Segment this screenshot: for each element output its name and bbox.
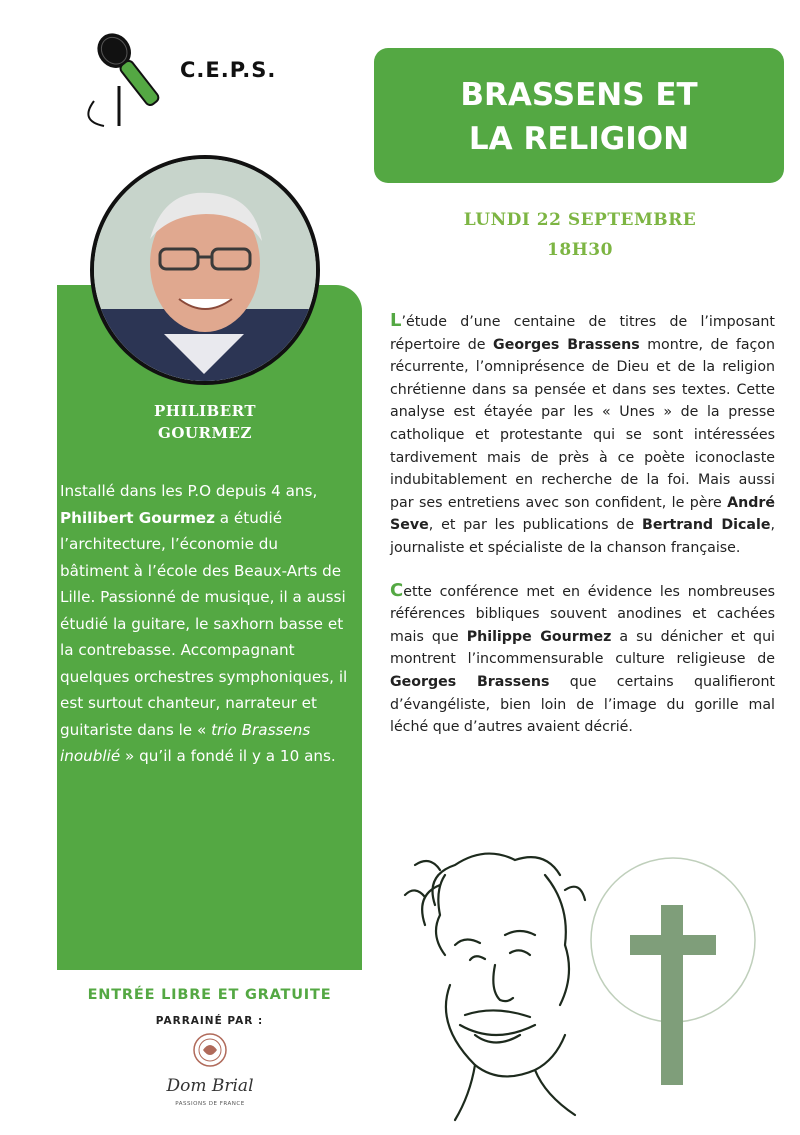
event-day: LUNDI 22 SEPTEMBRE bbox=[463, 210, 697, 230]
speaker-name: PHILIBERT GOURMEZ bbox=[153, 402, 256, 442]
sponsor-subtitle: PASSIONS DE FRANCE bbox=[175, 1101, 245, 1107]
sponsor-name: Dom Brial bbox=[166, 1076, 254, 1096]
event-date bbox=[400, 205, 760, 265]
event-time: 18H30 bbox=[547, 240, 613, 260]
speaker-bio: Installé dans les P.O depuis 4 ans, Philibert Gourmez a étudié l’architecture, l’économie du bâtiment à l’école des Beaux-Arts de Lille. Passionné de musique, il a aussi étudié la guitare, le saxhorn basse et la contrebasse. Accompagnant quelques orchestres symphoniques, il est surtout chanteur, narrateur et guitariste dans le « trio Brassens inoublié » qu’il a fondé il y a 10 ans. bbox=[60, 482, 348, 765]
event-title bbox=[374, 48, 784, 183]
paragraph-1: L’étude d’une centaine de titres de l’imposant répertoire de Georges Brassens montre, de façon récurrente, l’omniprésence de Dieu et de la religion chrétienne dans sa pensée et dans ses textes. Cette analyse est étayée par les « Unes » de la presse catholique et protestante qui se sont intéressées tardivement mais de près à ce poète iconoclaste indubitablement en recherche de la foi. Mais aussi par ses entretiens avec son confident, le père André Seve, et par les publications de Bertrand Dicale, journaliste et spécialiste de la chanson française. bbox=[390, 310, 775, 556]
paragraph-2: Cette conférence met en évidence les nombreuses références bibliques souvent anodines et cachées mais que Philippe Gourmez a su dénicher et qui montrent l’incommensurable culture religieuse de Georges Brassens que certains qualifieront d’évangéliste, bien loin de l’image du gorille mal léché que d’autres avaient décrié. bbox=[390, 579, 775, 736]
free-entry: ENTRÉE LIBRE ET GRATUITE bbox=[87, 987, 332, 1003]
event-description bbox=[390, 310, 775, 759]
logo-text: C.E.P.S. bbox=[180, 58, 277, 82]
title-line-2: LA RELIGION bbox=[468, 121, 690, 157]
brassens-sketch-illustration bbox=[395, 835, 790, 1125]
title-line-1: BRASSENS ET bbox=[460, 77, 698, 113]
sponsor-label: PARRAINÉ PAR : bbox=[155, 1015, 264, 1027]
speaker-photo bbox=[90, 155, 320, 385]
